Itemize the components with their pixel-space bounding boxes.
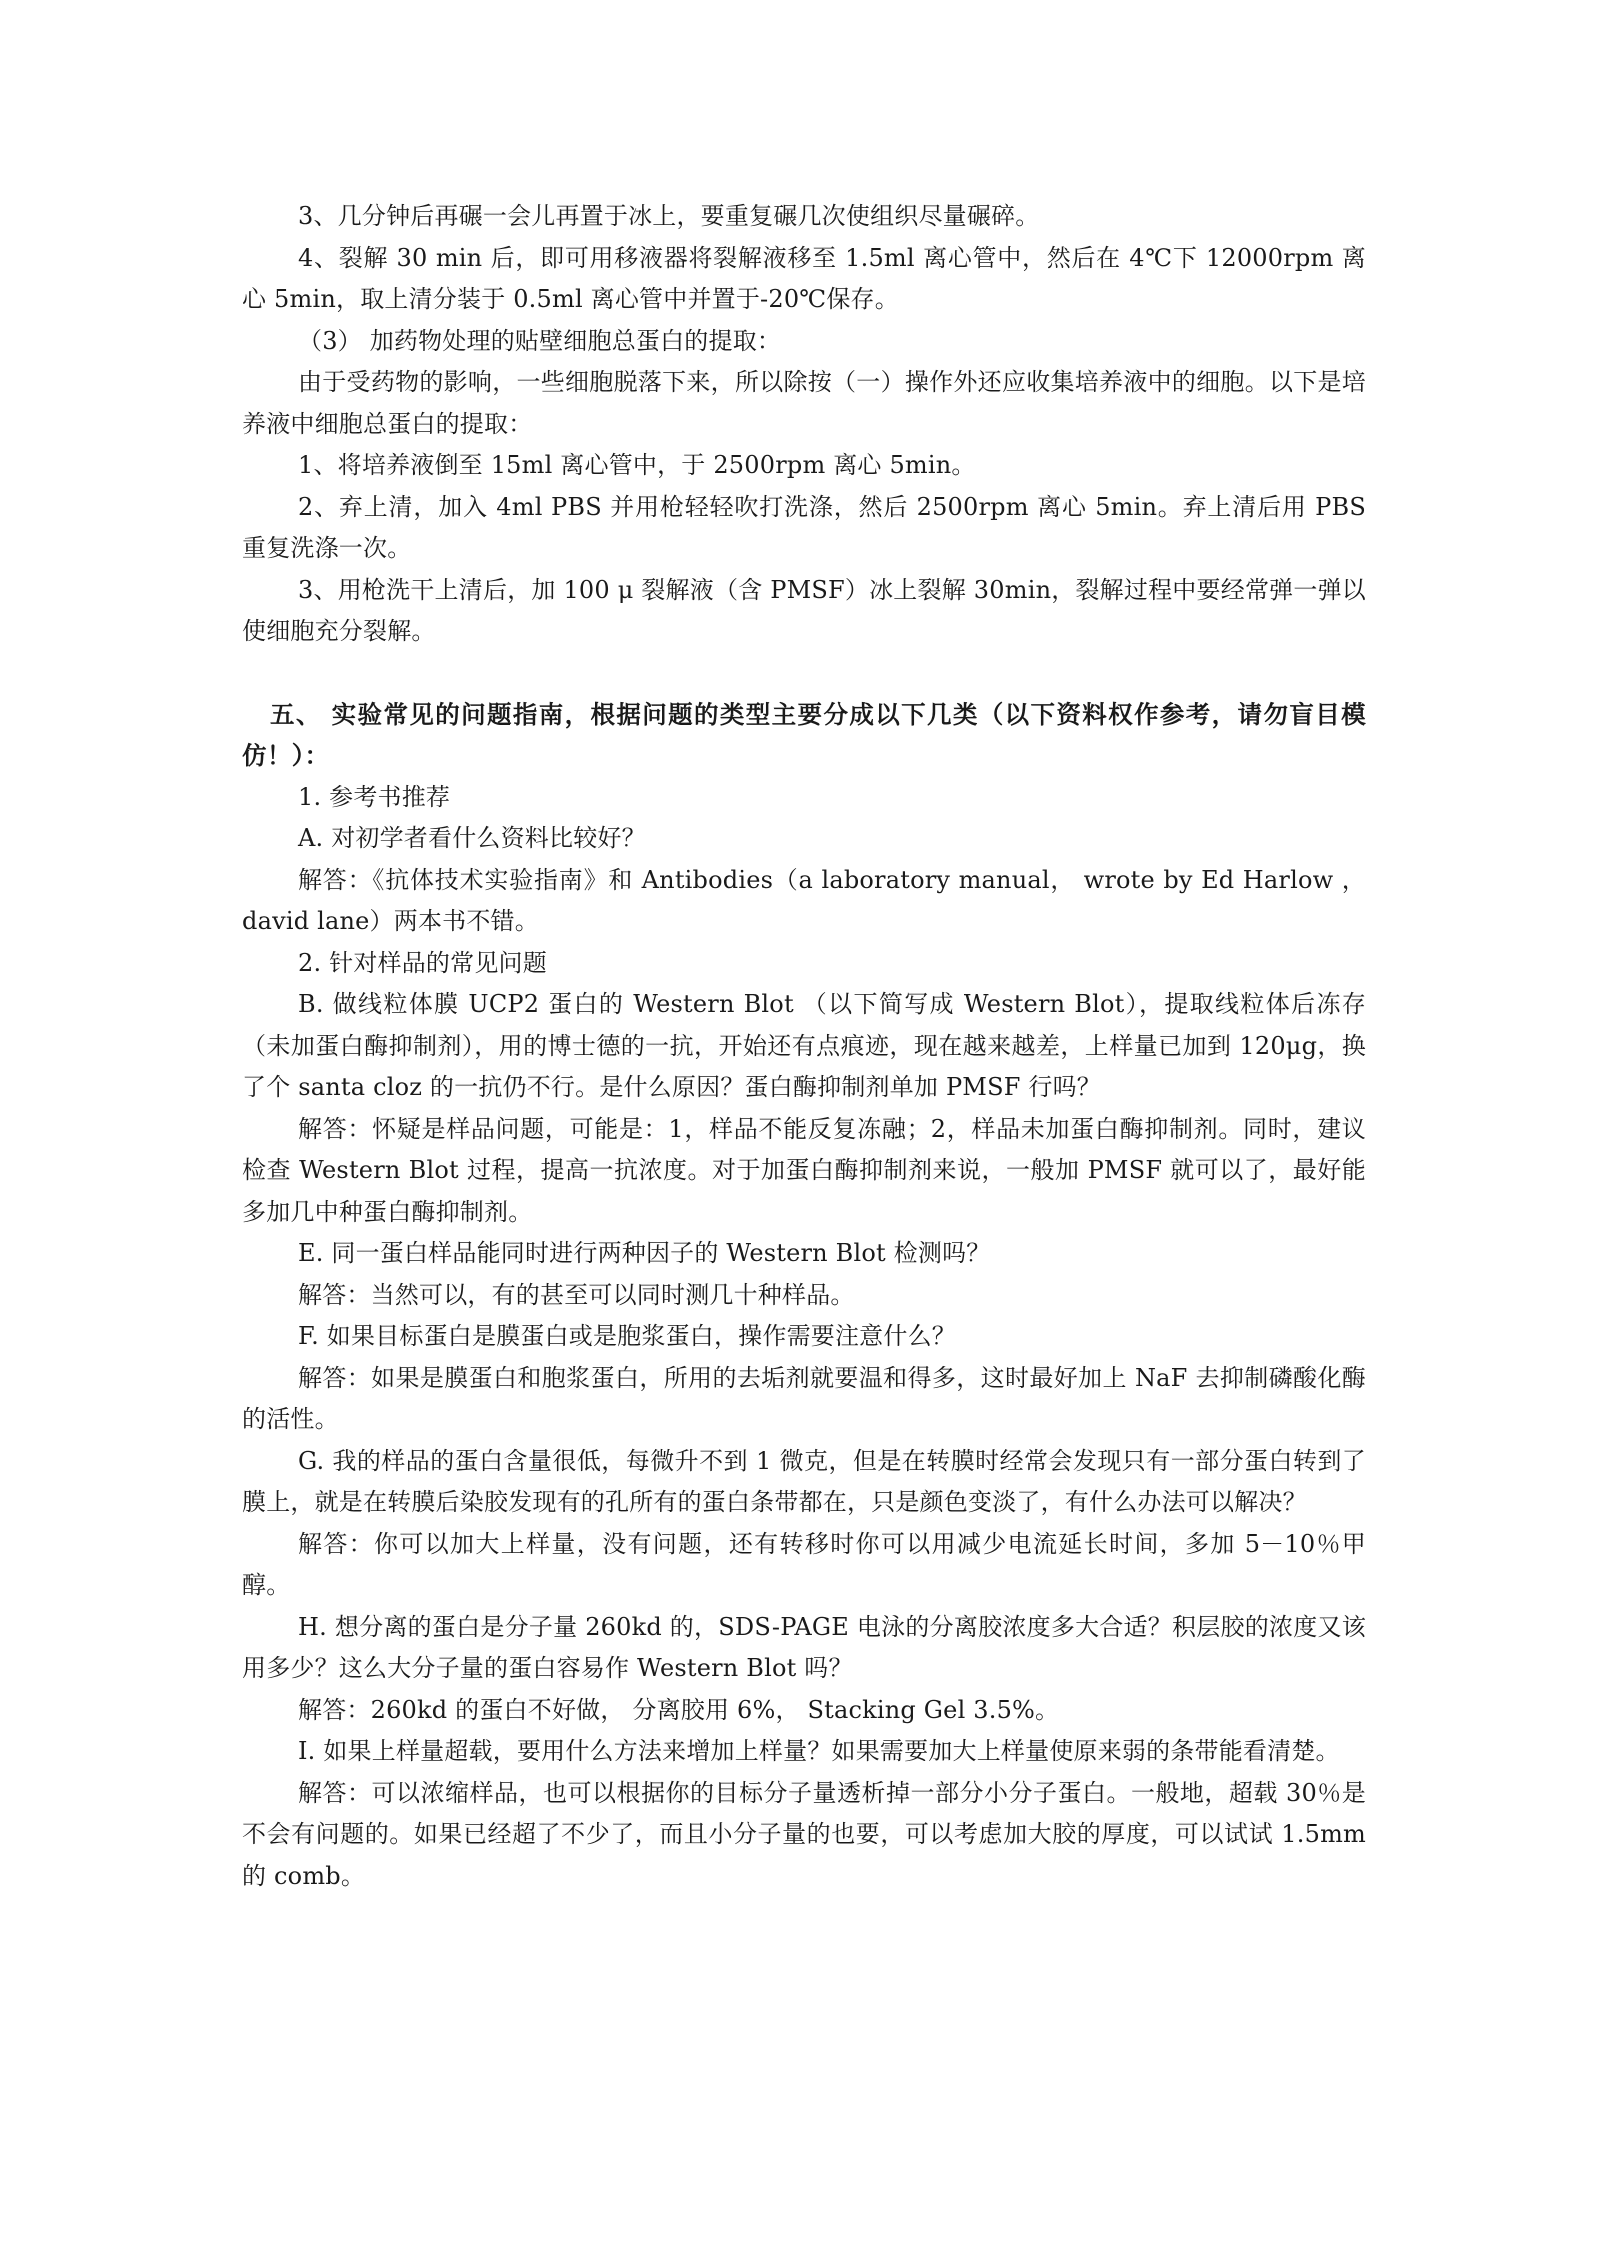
qa-item: F. 如果目标蛋白是膜蛋白或是胞浆蛋白，操作需要注意什么？	[298, 1322, 956, 1350]
qa-item: 1. 参考书推荐	[298, 782, 451, 811]
subheading-drug-treated-cells: （3） 加药物处理的贴壁细胞总蛋白的提取：	[298, 326, 782, 355]
qa-item: 解答：你可以加大上样量，没有问题，还有转移时你可以用减少电流延长时间，多加 5－10％甲醇。	[242, 1529, 1366, 1599]
paragraph-step-4-lysis: 4、裂解 30 min 后，即可用移液器将裂解液移至 1.5ml 离心管中，然后在 4℃下 12000rpm 离心 5min，取上清分装于 0.5ml 离心管中并置于-20℃保存。	[242, 243, 1366, 313]
qa-item: 解答：260kd 的蛋白不好做， 分离胶用 6%， Stacking Gel 3.5%。	[298, 1695, 1060, 1724]
paragraph-step-3-lysis: 3、用枪洗干上清后，加 100 μ 裂解液（含 PMSF）冰上裂解 30min，裂解过程中要经常弹一弹以使细胞充分裂解。	[242, 575, 1366, 645]
qa-item: G. 我的样品的蛋白含量很低，每微升不到 1 微克，但是在转膜时经常会发现只有一部分蛋白转到了膜上，就是在转膜后染胶发现有的孔所有的蛋白条带都在，只是颜色变淡了，有什么办法可以解决？	[242, 1446, 1366, 1516]
qa-item: H. 想分离的蛋白是分子量 260kd 的，SDS-PAGE 电泳的分离胶浓度多大合适？积层胶的浓度又该用多少？这么大分子量的蛋白容易作 Western Blot 吗？	[242, 1612, 1366, 1682]
qa-item: 解答：可以浓缩样品，也可以根据你的目标分子量透析掉一部分小分子蛋白。一般地，超载 30％是不会有问题的。如果已经超了不少了，而且小分子量的也要，可以考虑加大胶的厚度，可以试试 1.5mm 的 comb。	[242, 1778, 1366, 1890]
qa-item: 解答：《抗体技术实验指南》和 Antibodies（a laboratory manual， wrote by Ed Harlow ，david lane）两本书不错。	[242, 865, 1366, 935]
qa-item: 2. 针对样品的常见问题	[298, 948, 547, 977]
qa-item: 解答：如果是膜蛋白和胞浆蛋白，所用的去垢剂就要温和得多，这时最好加上 NaF 去抑制磷酸化酶的活性。	[242, 1363, 1366, 1433]
paragraph-step-3-grind: 3、几分钟后再碾一会儿再置于冰上，要重复碾几次使组织尽量碾碎。	[298, 202, 1040, 230]
document-body	[242, 196, 1366, 1897]
qa-item: B. 做线粒体膜 UCP2 蛋白的 Western Blot （以下简写成 Western Blot），提取线粒体后冻存（未加蛋白酶抑制剂），用的博士德的一抗，开始还有点痕迹，现在越来越差，上样量已加到 120μg，换了个 santa cloz 的一抗仍不行。是什么原因？蛋白酶抑制剂单加 PMSF 行吗？	[242, 990, 1366, 1101]
qa-item: A. 对初学者看什么资料比较好？	[298, 824, 646, 852]
paragraph-step-1-centrifuge: 1、将培养液倒至 15ml 离心管中，于 2500rpm 离心 5min。	[298, 451, 976, 479]
section-heading-faq: 五、 实验常见的问题指南，根据问题的类型主要分成以下几类（以下资料权作参考，请勿盲目模仿！）：	[242, 699, 1366, 770]
paragraph-detached-cells: 由于受药物的影响，一些细胞脱落下来，所以除按（一）操作外还应收集培养液中的细胞。以下是培养液中细胞总蛋白的提取：	[242, 368, 1366, 438]
qa-item: I. 如果上样量超载，要用什么方法来增加上样量？如果需要加大上样量使原来弱的条带能看清楚。	[298, 1737, 1340, 1765]
qa-item: 解答：怀疑是样品问题，可能是：1，样品不能反复冻融；2，样品未加蛋白酶抑制剂。同时，建议检查 Western Blot 过程，提高一抗浓度。对于加蛋白酶抑制剂来说，一般加 PMSF 就可以了，最好能多加几中种蛋白酶抑制剂。	[242, 1114, 1366, 1226]
paragraph-step-2-pbs-wash: 2、弃上清，加入 4ml PBS 并用枪轻轻吹打洗涤，然后 2500rpm 离心 5min。弃上清后用 PBS 重复洗涤一次。	[242, 492, 1366, 562]
qa-item: E. 同一蛋白样品能同时进行两种因子的 Western Blot 检测吗？	[298, 1239, 991, 1267]
qa-item: 解答：当然可以，有的甚至可以同时测几十种样品。	[298, 1280, 855, 1309]
